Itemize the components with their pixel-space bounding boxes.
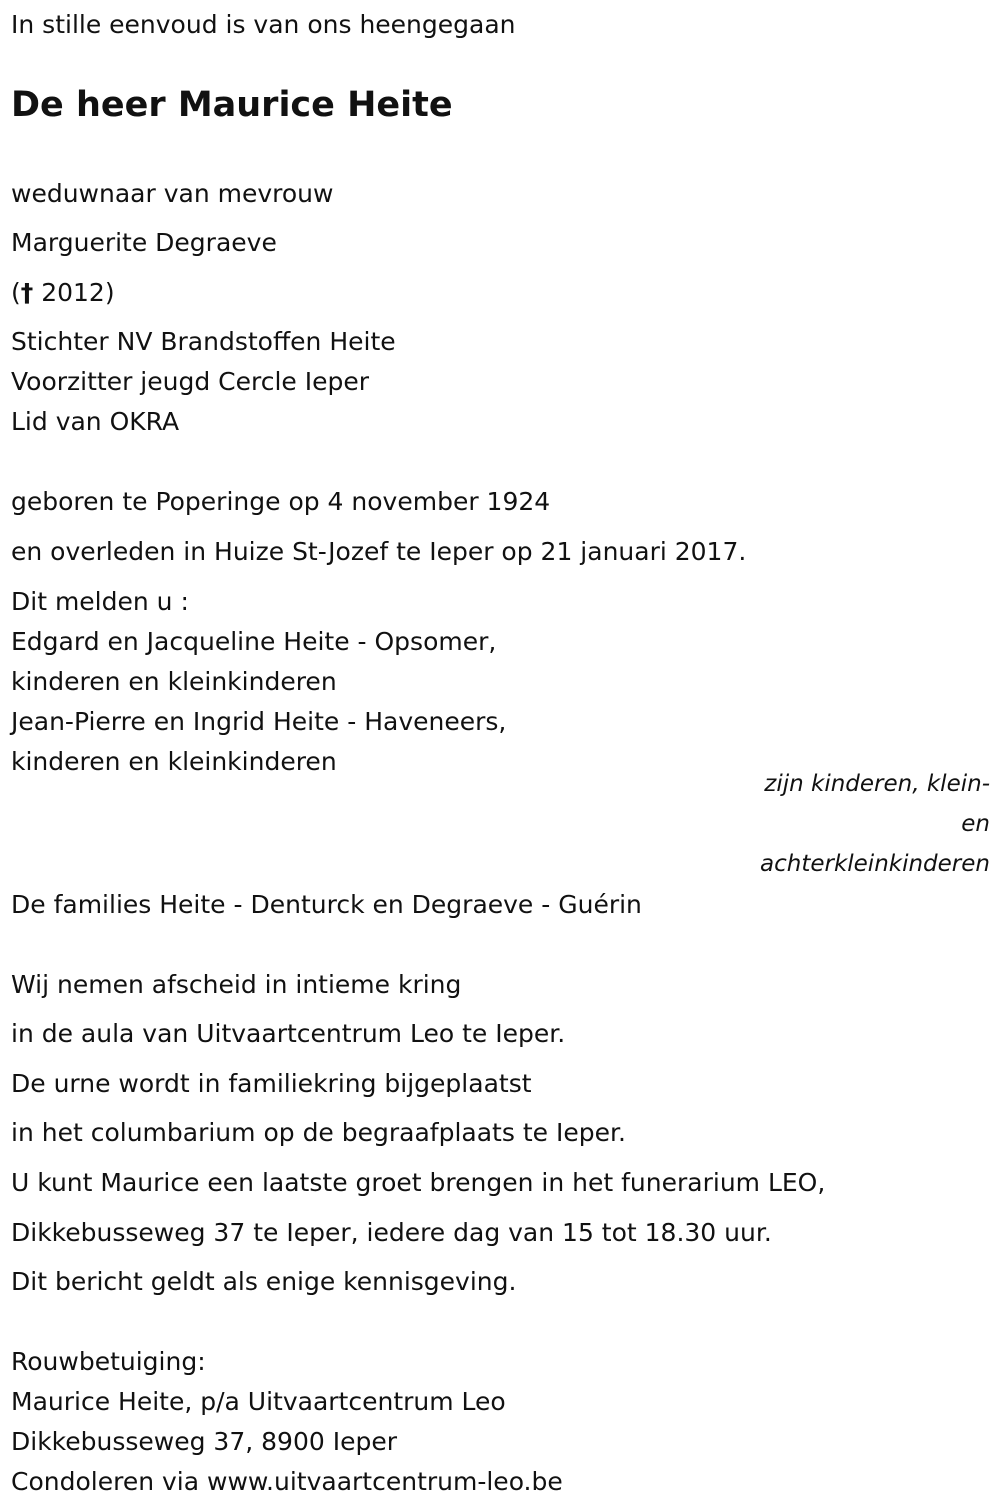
spouse-death-year	[11, 280, 115, 305]
ceremony-line-5: U kunt Maurice een laatste groet brengen in het funerarium LEO,	[11, 1168, 826, 1197]
condolence-address-name: Maurice Heite, p/a Uitvaartcentrum Leo	[11, 1387, 506, 1416]
intro-text: In stille eenvoud is van ons heengegaan	[11, 10, 516, 39]
family-line-2: kinderen en kleinkinderen	[11, 667, 337, 696]
announce-heading: Dit melden u :	[11, 587, 189, 616]
ceremony-line-4: in het columbarium op de begraafplaats te Ieper.	[11, 1118, 626, 1147]
relation-line-1: zijn kinderen, klein-	[764, 771, 990, 797]
death-year-text: 2012)	[33, 278, 115, 307]
role-founder: Stichter NV Brandstoffen Heite	[11, 327, 396, 356]
condolence-address-street: Dikkebusseweg 37, 8900 Ieper	[11, 1427, 397, 1456]
role-member: Lid van OKRA	[11, 407, 180, 436]
ceremony-line-7: Dit bericht geldt als enige kennisgeving.	[11, 1267, 517, 1296]
spouse-name: Marguerite Degraeve	[11, 228, 277, 257]
condolence-website: Condoleren via www.uitvaartcentrum-leo.be	[11, 1467, 563, 1496]
deceased-name-title: De heer Maurice Heite	[11, 85, 453, 125]
family-line-4: kinderen en kleinkinderen	[11, 747, 337, 776]
relation-line-3: achterkleinkinderen	[760, 851, 990, 877]
ceremony-line-3: De urne wordt in familiekring bijgeplaatst	[11, 1069, 532, 1098]
birth-text: geboren te Poperinge op 4 november 1924	[11, 487, 551, 516]
paren-open: (	[11, 278, 21, 307]
extended-family: De families Heite - Denturck en Degraeve - Guérin	[11, 890, 642, 919]
spouse-intro: weduwnaar van mevrouw	[11, 179, 334, 208]
cross-icon: †	[20, 278, 34, 307]
ceremony-line-6: Dikkebusseweg 37 te Ieper, iedere dag van 15 tot 18.30 uur.	[11, 1218, 772, 1247]
condolence-heading: Rouwbetuiging:	[11, 1347, 206, 1376]
family-line-1: Edgard en Jacqueline Heite - Opsomer,	[11, 627, 497, 656]
ceremony-line-2: in de aula van Uitvaartcentrum Leo te Ieper.	[11, 1019, 566, 1048]
role-chairman: Voorzitter jeugd Cercle Ieper	[11, 367, 370, 396]
death-text: en overleden in Huize St-Jozef te Ieper op 21 januari 2017.	[11, 537, 747, 566]
family-line-3: Jean-Pierre en Ingrid Heite - Haveneers,	[11, 707, 507, 736]
relation-line-2: en	[961, 811, 990, 837]
ceremony-line-1: Wij nemen afscheid in intieme kring	[11, 970, 462, 999]
